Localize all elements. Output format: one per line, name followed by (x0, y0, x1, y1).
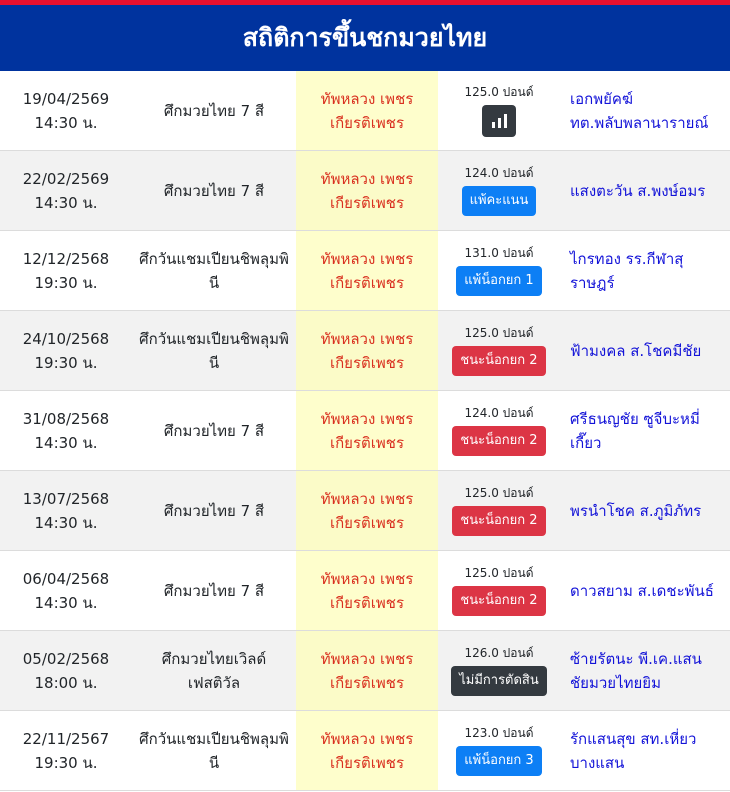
opponent-cell (560, 71, 730, 150)
weight-result-cell (438, 311, 560, 390)
weight-label: 125.0 ปอนด์ (464, 326, 534, 340)
opponent-cell (560, 471, 730, 550)
event-cell (132, 471, 296, 550)
fighter-cell (296, 231, 438, 310)
fight-date-cell (0, 71, 132, 150)
fight-date-cell (0, 151, 132, 230)
table-row (0, 471, 730, 551)
opponent-name-link[interactable]: ซ้ายรัตนะ พี.เค.แสนชัยมวยไทยยิม (570, 649, 702, 692)
opponent-cell (560, 231, 730, 310)
fighter-name-line1: ทัพหลวง เพชร (320, 329, 414, 348)
fight-time: 14:30 น. (34, 433, 98, 452)
opponent-name-link[interactable]: รักแสนสุข สท.เหี่ยวบางแสน (570, 729, 697, 772)
weight-result-cell (438, 231, 560, 310)
event-name: ศึกมวยไทยเวิลด์เฟสติวัล (161, 649, 267, 692)
result-badge: แพ้น็อกยก 1 (456, 266, 541, 296)
page-title: สถิติการขึ้นชกมวยไทย (242, 23, 488, 52)
event-name: ศึกมวยไทย 7 สี (163, 581, 265, 600)
result-badge: ไม่มีการตัดสิน (451, 666, 547, 696)
weight-label: 124.0 ปอนด์ (464, 406, 534, 420)
fight-history-table (0, 71, 730, 791)
result-badge: ชนะน็อกยก 2 (452, 346, 545, 376)
fighter-cell (296, 151, 438, 230)
fight-date: 12/12/2568 (22, 249, 110, 268)
fighter-name-line2: เกียรติเพชร (329, 753, 405, 772)
event-name: ศึกวันแชมเปียนชิพลุมพินี (139, 329, 289, 372)
event-cell (132, 631, 296, 710)
fighter-name-line2: เกียรติเพชร (329, 513, 405, 532)
fight-date-cell (0, 551, 132, 630)
stats-chart-icon[interactable] (482, 105, 516, 137)
result-badge: ชนะน็อกยก 2 (452, 426, 545, 456)
fight-time: 19:30 น. (34, 273, 98, 292)
fight-time: 18:00 น. (34, 673, 98, 692)
fighter-name-line1: ทัพหลวง เพชร (320, 729, 414, 748)
event-cell (132, 151, 296, 230)
event-cell (132, 551, 296, 630)
opponent-name-link[interactable]: ศรีธนญชัย ซูจีบะหมี่เกี๊ยว (570, 409, 700, 452)
fighter-cell (296, 631, 438, 710)
event-name: ศึกมวยไทย 7 สี (163, 181, 265, 200)
weight-result-cell (438, 151, 560, 230)
table-row (0, 151, 730, 231)
fight-time: 14:30 น. (34, 593, 98, 612)
fighter-cell (296, 391, 438, 470)
fight-date-cell (0, 631, 132, 710)
page-header (0, 5, 730, 71)
event-name: ศึกมวยไทย 7 สี (163, 501, 265, 520)
fighter-name-line2: เกียรติเพชร (329, 193, 405, 212)
fight-date: 22/02/2569 (22, 169, 110, 188)
weight-result-cell (438, 631, 560, 710)
fight-time: 14:30 น. (34, 193, 98, 212)
fighter-cell (296, 551, 438, 630)
weight-result-cell (438, 551, 560, 630)
result-badge: แพ้คะแนน (462, 186, 537, 216)
fighter-name-line1: ทัพหลวง เพชร (320, 569, 414, 588)
event-name: ศึกวันแชมเปียนชิพลุมพินี (139, 729, 289, 772)
opponent-name-link[interactable]: พรนำโชค ส.ภูมิภัทร (570, 501, 702, 520)
weight-label: 123.0 ปอนด์ (464, 726, 534, 740)
fight-time: 19:30 น. (34, 353, 98, 372)
fighter-name-line1: ทัพหลวง เพชร (320, 89, 414, 108)
opponent-cell (560, 311, 730, 390)
fighter-cell (296, 471, 438, 550)
fighter-name-line2: เกียรติเพชร (329, 353, 405, 372)
fighter-name-line1: ทัพหลวง เพชร (320, 169, 414, 188)
fighter-cell (296, 311, 438, 390)
event-cell (132, 231, 296, 310)
event-cell (132, 711, 296, 790)
fight-time: 14:30 น. (34, 513, 98, 532)
table-row (0, 551, 730, 631)
fighter-name-line2: เกียรติเพชร (329, 673, 405, 692)
fight-date: 24/10/2568 (22, 329, 110, 348)
fight-date-cell (0, 311, 132, 390)
table-row (0, 391, 730, 471)
fighter-name-line2: เกียรติเพชร (329, 273, 405, 292)
fight-date: 13/07/2568 (22, 489, 110, 508)
opponent-name-link[interactable]: เอกพยัคฆ์ ทต.พลับพลานารายณ์ (570, 89, 709, 132)
opponent-cell (560, 631, 730, 710)
event-cell (132, 71, 296, 150)
weight-label: 125.0 ปอนด์ (464, 486, 534, 500)
table-row (0, 71, 730, 151)
fight-time: 14:30 น. (34, 113, 98, 132)
fighter-name-line2: เกียรติเพชร (329, 433, 405, 452)
fight-date: 22/11/2567 (22, 729, 110, 748)
fight-date-cell (0, 231, 132, 310)
fighter-name-line1: ทัพหลวง เพชร (320, 409, 414, 428)
table-row (0, 231, 730, 311)
fighter-cell (296, 71, 438, 150)
weight-result-cell (438, 471, 560, 550)
event-name: ศึกมวยไทย 7 สี (163, 421, 265, 440)
fighter-name-line1: ทัพหลวง เพชร (320, 489, 414, 508)
fighter-name-line1: ทัพหลวง เพชร (320, 649, 414, 668)
table-row (0, 711, 730, 791)
event-name: ศึกมวยไทย 7 สี (163, 101, 265, 120)
fight-date-cell (0, 471, 132, 550)
result-badge: ชนะน็อกยก 2 (452, 586, 545, 616)
weight-label: 125.0 ปอนด์ (464, 566, 534, 580)
weight-label: 125.0 ปอนด์ (464, 85, 534, 99)
event-cell (132, 311, 296, 390)
event-name: ศึกวันแชมเปียนชิพลุมพินี (139, 249, 289, 292)
weight-label: 126.0 ปอนด์ (464, 646, 534, 660)
fight-date: 31/08/2568 (22, 409, 110, 428)
opponent-cell (560, 151, 730, 230)
fight-time: 19:30 น. (34, 753, 98, 772)
fighter-cell (296, 711, 438, 790)
fighter-name-line2: เกียรติเพชร (329, 593, 405, 612)
opponent-cell (560, 391, 730, 470)
fight-date-cell (0, 711, 132, 790)
weight-result-cell (438, 391, 560, 470)
result-badge: ชนะน็อกยก 2 (452, 506, 545, 536)
fight-date: 19/04/2569 (22, 89, 110, 108)
opponent-name-link[interactable]: ดาวสยาม ส.เดชะพันธ์ (570, 581, 714, 600)
weight-result-cell (438, 71, 560, 150)
table-row (0, 311, 730, 391)
opponent-name-link[interactable]: ฟ้ามงคล ส.โชคมีชัย (570, 341, 702, 360)
weight-label: 124.0 ปอนด์ (464, 166, 534, 180)
fight-date: 06/04/2568 (22, 569, 110, 588)
fighter-name-line1: ทัพหลวง เพชร (320, 249, 414, 268)
fight-date: 05/02/2568 (22, 649, 110, 668)
result-badge: แพ้น็อกยก 3 (456, 746, 541, 776)
table-row (0, 631, 730, 711)
fight-date-cell (0, 391, 132, 470)
event-cell (132, 391, 296, 470)
opponent-name-link[interactable]: แสงตะวัน ส.พงษ์อมร (570, 181, 706, 200)
weight-label: 131.0 ปอนด์ (464, 246, 534, 260)
opponent-name-link[interactable]: ไกรทอง รร.กีฬาสุราษฎร์ (570, 249, 684, 292)
opponent-cell (560, 711, 730, 790)
fighter-name-line2: เกียรติเพชร (329, 113, 405, 132)
weight-result-cell (438, 711, 560, 790)
opponent-cell (560, 551, 730, 630)
